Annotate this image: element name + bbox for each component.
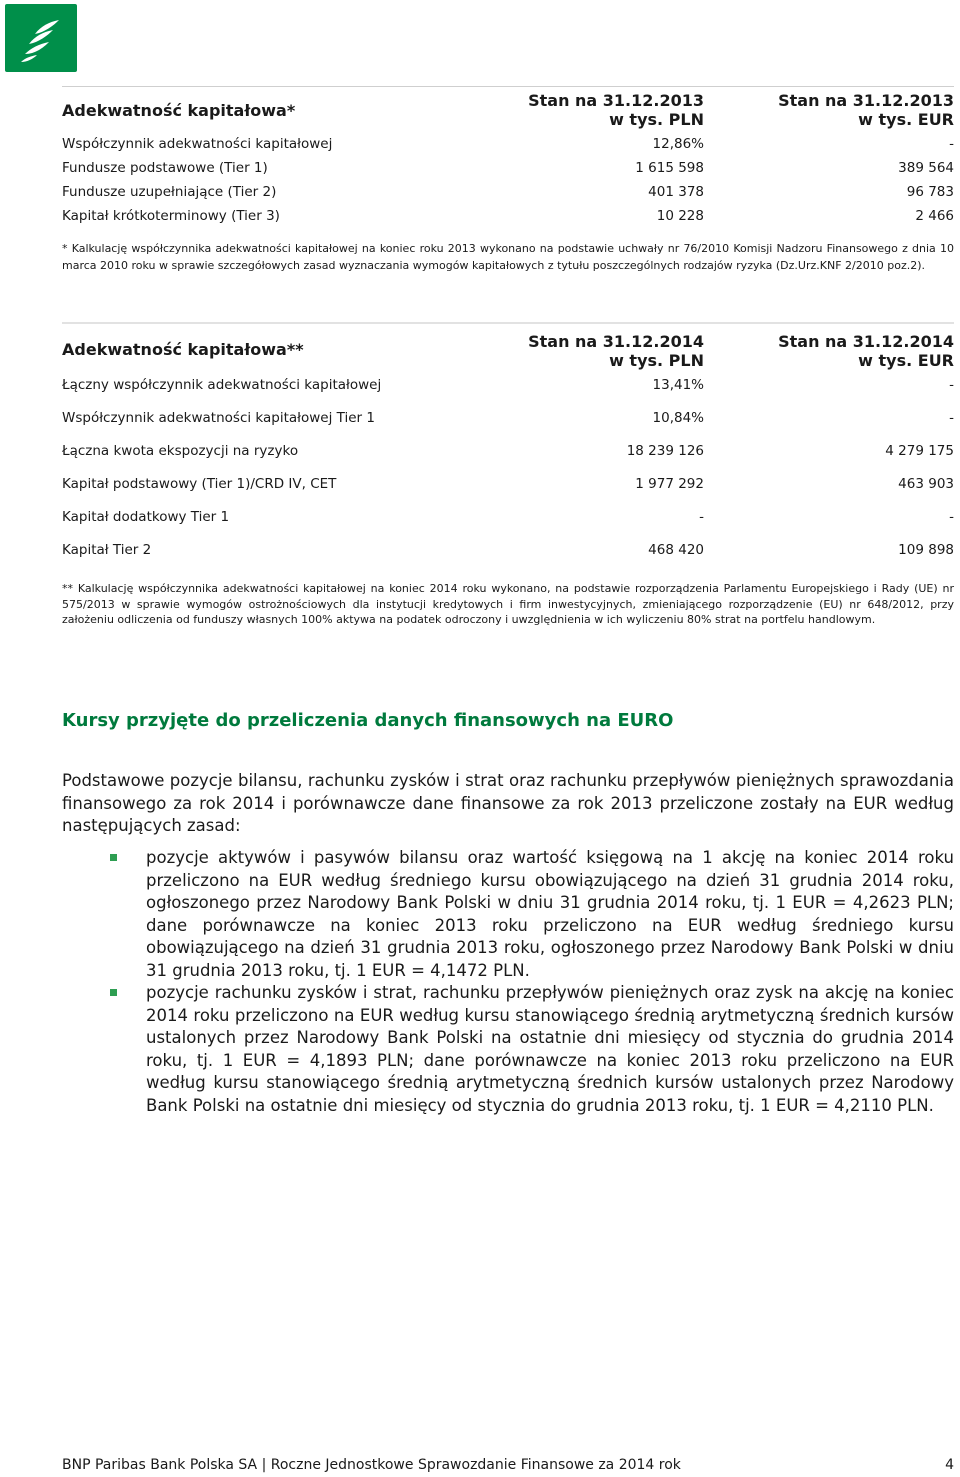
row-value-pln: 10 228 <box>656 208 704 224</box>
row-value-pln: - <box>699 509 704 525</box>
table-row <box>62 132 954 156</box>
row-label: Współczynnik adekwatności kapitałowej Tier 1 <box>62 410 375 426</box>
row-value-eur: 389 564 <box>898 160 954 176</box>
table-row <box>62 402 954 435</box>
row-label: Łączny współczynnik adekwatności kapitałowej <box>62 377 382 393</box>
table-row <box>62 204 954 228</box>
row-value-pln: 13,41% <box>652 377 704 393</box>
footnote-2013: * Kalkulację współczynnika adekwatności kapitałowej na koniec roku 2013 wykonano na podstawie uchwały nr 76/2010 Komisji Nadzoru Finansowego z dnia 10 marca 2010 roku w sprawie szczegółowych zasad wyznaczania wymogów kapitałowych z tytułu poszczególnych rodzajów ryzyka (Dz.Urz.KNF 2/2010 poz.2). <box>62 242 954 272</box>
row-label: Fundusze podstawowe (Tier 1) <box>62 160 268 176</box>
table-row <box>62 435 954 468</box>
row-label: Fundusze uzupełniające (Tier 2) <box>62 184 277 200</box>
capital-adequacy-table-2014 <box>62 322 954 567</box>
row-value-pln: 468 420 <box>648 542 704 558</box>
row-value-eur: - <box>949 136 954 152</box>
column-header-eur: Stan na 31.12.2014 w tys. EUR <box>778 332 954 370</box>
table-row <box>62 180 954 204</box>
list-item <box>62 847 954 982</box>
footer-text: BNP Paribas Bank Polska SA | Roczne Jednostkowe Sprawozdanie Finansowe za 2014 rok <box>62 1457 681 1473</box>
capital-adequacy-table-2013 <box>62 86 954 228</box>
page-footer <box>62 1456 954 1474</box>
row-value-eur: - <box>949 410 954 426</box>
table-row <box>62 501 954 534</box>
table-header <box>62 322 954 369</box>
row-value-eur: 463 903 <box>898 476 954 492</box>
footnote-2014: ** Kalkulację współczynnika adekwatności kapitałowej na koniec 2014 roku wykonano, na podstawie rozporządzenia Parlamentu Europejskiego i Rady (UE) nr 575/2013 w sprawie wymogów ostrożnościowych dla instytucji kredytowych i firm inwestycyjnych, zmieniającego rozporządzenie (EU) nr 648/2012, przy założeniu odliczenia od funduszy własnych 100% aktywa na podatek odroczony i uwzględnienia w ich wyliczeniu 80% strat na portfelu handlowym. <box>62 582 954 626</box>
column-header-pln: Stan na 31.12.2013 w tys. PLN <box>528 91 704 129</box>
page-number: 4 <box>945 1457 954 1473</box>
bullet-list <box>62 847 954 1117</box>
table-header <box>62 86 954 132</box>
row-value-pln: 1 615 598 <box>635 160 704 176</box>
row-value-eur: - <box>949 377 954 393</box>
table-title: Adekwatność kapitałowa* <box>62 101 296 120</box>
row-value-pln: 12,86% <box>652 136 704 152</box>
row-value-eur: 4 279 175 <box>885 443 954 459</box>
table-row <box>62 534 954 567</box>
bnp-paribas-logo-icon <box>5 4 77 72</box>
table-row <box>62 156 954 180</box>
list-item <box>62 982 954 1117</box>
row-value-eur: - <box>949 509 954 525</box>
row-label: Kapitał krótkoterminowy (Tier 3) <box>62 208 280 224</box>
bullet-square-icon <box>110 989 117 996</box>
row-label: Kapitał dodatkowy Tier 1 <box>62 509 230 525</box>
table-row <box>62 468 954 501</box>
row-value-pln: 1 977 292 <box>635 476 704 492</box>
column-header-eur: Stan na 31.12.2013 w tys. EUR <box>778 91 954 129</box>
row-value-pln: 18 239 126 <box>626 443 704 459</box>
list-item-text: pozycje aktywów i pasywów bilansu oraz wartość księgową na 1 akcję na koniec 2014 roku przeliczono na EUR według średniego kursu obowiązującego na dzień 31 grudnia 2014 roku, ogłoszonego przez Narodowy Bank Polski w dniu 31 grudnia 2014 roku, tj. 1 EUR = 4,2623 PLN; dane porównawcze na koniec 2013 roku przeliczono na EUR według średniego kursu obowiązującego na dzień 31 grudnia 2013 roku, ogłoszonego przez Narodowy Bank Polski w dniu 31 grudnia 2013 roku, tj. 1 EUR = 4,1472 PLN. <box>146 848 954 980</box>
bullet-square-icon <box>110 854 117 861</box>
section-heading: Kursy przyjęte do przeliczenia danych finansowych na EURO <box>62 710 674 731</box>
row-label: Współczynnik adekwatności kapitałowej <box>62 136 333 152</box>
row-value-pln: 401 378 <box>648 184 704 200</box>
row-value-pln: 10,84% <box>652 410 704 426</box>
row-label: Kapitał podstawowy (Tier 1)/CRD IV, CET <box>62 476 337 492</box>
row-value-eur: 109 898 <box>898 542 954 558</box>
section-intro: Podstawowe pozycje bilansu, rachunku zysków i strat oraz rachunku przepływów pieniężnych sprawozdania finansowego za rok 2014 i porównawcze dane finansowe za rok 2013 przeliczone zostały na EUR według następujących zasad: <box>62 771 954 835</box>
row-value-eur: 2 466 <box>915 208 954 224</box>
row-value-eur: 96 783 <box>906 184 954 200</box>
table-title: Adekwatność kapitałowa** <box>62 340 304 359</box>
table-row <box>62 369 954 402</box>
list-item-text: pozycje rachunku zysków i strat, rachunku przepływów pieniężnych oraz zysk na akcję na koniec 2014 roku przeliczono na EUR według kursu stanowiącego średnią arytmetyczną średnich kursów ustalonych przez Narodowy Bank Polski na ostatnie dni miesięcy od stycznia do grudnia 2014 roku, tj. 1 EUR = 4,1893 PLN; dane porównawcze na koniec 2013 roku przeliczono na EUR według kursu stanowiącego średnią arytmetyczną średnich kursów ustalonych przez Narodowy Bank Polski na ostatnie dni miesięcy od stycznia do grudnia 2013 roku, tj. 1 EUR = 4,2110 PLN. <box>146 983 954 1115</box>
row-label: Łączna kwota ekspozycji na ryzyko <box>62 443 299 459</box>
column-header-pln: Stan na 31.12.2014 w tys. PLN <box>528 332 704 370</box>
row-label: Kapitał Tier 2 <box>62 542 152 558</box>
